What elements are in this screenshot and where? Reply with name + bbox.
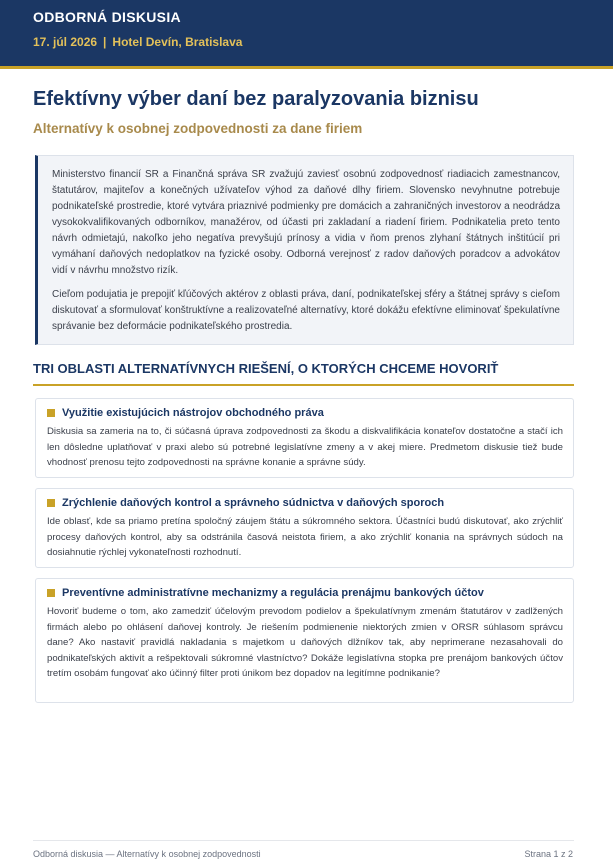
- event-header-banner: [0, 0, 613, 69]
- document-subtitle: Alternatívy k osobnej zodpovednosti za dane firiem: [33, 121, 363, 136]
- area-title-2: Zrýchlenie daňových kontrol a správneho súdnictva v daňových sporoch: [62, 497, 445, 509]
- section-divider: [33, 384, 574, 386]
- area-body-3: Hovoriť budeme o tom, ako zamedziť účelovým prevodom podielov a špekulatívnym zmenám štatutárov v zadlžených firmách alebo po ohlásení daňovej kontroly. Je riešením podmienenie niektorých zmien v ORSR súhlasom správcu dane? Ako nastaviť pravidlá nakladania s majetkom u daňových dlžníkov tak, aby neprimerane nezasahovali do podnikateľských aktivít a rešpektovali súkromné vlastníctvo? Dokáže legislatívna stopka pre prenájom bankových účtov tretím osobám fungovať ako účinný filter proti únikom bez dopadov na legitímne podnikanie?: [47, 606, 563, 679]
- area-card-3: [35, 578, 574, 703]
- footer-document-label: Odborná diskusia — Alternatívy k osobnej zodpovednosti: [33, 849, 261, 859]
- intro-box: [35, 155, 574, 345]
- event-date-venue: [33, 35, 242, 49]
- intro-paragraph-1: Ministerstvo financií SR a Finančná správa SR zvažujú zaviesť osobnú zodpovednosť riadiacich zamestnancov, štatutárov, majiteľov a konečných užívateľov výhod za daňové dlhy firiem. Slovensko nevyhnutne potrebuje podnikateľské prostredie, ktoré vytvára priaznivé podmienky pre domácich a zahraničných investorov a neodrádza vysokokvalifikovaných odborníkov, manažérov, od účasti pri zakladaní a riadení firiem. Podnikatelia preto tento návrh odmietajú, nakoľko jeho negatíva prevyšujú prínosy a vidia v ňom prenos zlyhaní štátnych inštitúcií pri vymáhaní daňových nedoplatkov na fyzické osoby. Odborná verejnosť z radov daňových poradcov a advokátov vidí v návrhu množstvo rizík.: [52, 169, 560, 276]
- intro-paragraph-2: Cieľom podujatia je prepojiť kľúčových aktérov z oblasti práva, daní, podnikateľskej sféry a štátnej správy s cieľom diskutovať a sformulovať konštruktívne a realizovateľné alternatívy, ktoré dokážu efektívne eliminovať špekulatívne správanie bez deformácie podnikateľského prostredia.: [52, 289, 560, 332]
- document-title: Efektívny výber daní bez paralyzovania biznisu: [33, 88, 479, 110]
- area-body-1: Diskusia sa zameria na to, či súčasná úprava zodpovednosti za škodu a diskvalifikácia konateľov dostatočne a stačí ich len dôsledne uplatňovať v praxi alebo sú potrebné legislatívne zmeny a v akej miere. Predmetom diskusie tiež bude vhodnosť prenosu tejto zodpovednosti na správne konanie a správne súdy.: [47, 426, 563, 468]
- event-venue: Hotel Devín, Bratislava: [112, 35, 243, 49]
- square-bullet-icon: [47, 589, 55, 597]
- date-venue-separator: |: [103, 35, 107, 49]
- square-bullet-icon: [47, 409, 55, 417]
- footer-page-number: Strana 1 z 2: [524, 849, 573, 859]
- area-title-3: Preventívne administratívne mechanizmy a regulácia prenájmu bankových účtov: [62, 587, 484, 599]
- square-bullet-icon: [47, 499, 55, 507]
- event-date: 17. júl 2026: [33, 35, 98, 49]
- section-heading: TRI OBLASTI ALTERNATÍVNYCH RIEŠENÍ, O KTORÝCH CHCEME HOVORIŤ: [33, 361, 499, 376]
- area-card-1: [35, 398, 574, 478]
- area-body-2: Ide oblasť, kde sa priamo pretína spoločný záujem štátu a súkromného sektora. Účastníci budú diskutovať, ako zrýchliť procesy daňových kontrol, aby sa odstránila časová neistota firiem, a ako zrýchliť konania na správnych súdoch na dosiahnutie rýchlej vykonateľnosti rozhodnutí.: [47, 516, 563, 558]
- area-card-2: [35, 488, 574, 568]
- footer-divider: [33, 840, 574, 841]
- area-title-1: Využitie existujúcich nástrojov obchodného práva: [62, 407, 324, 419]
- event-type-title: ODBORNÁ DISKUSIA: [33, 9, 181, 25]
